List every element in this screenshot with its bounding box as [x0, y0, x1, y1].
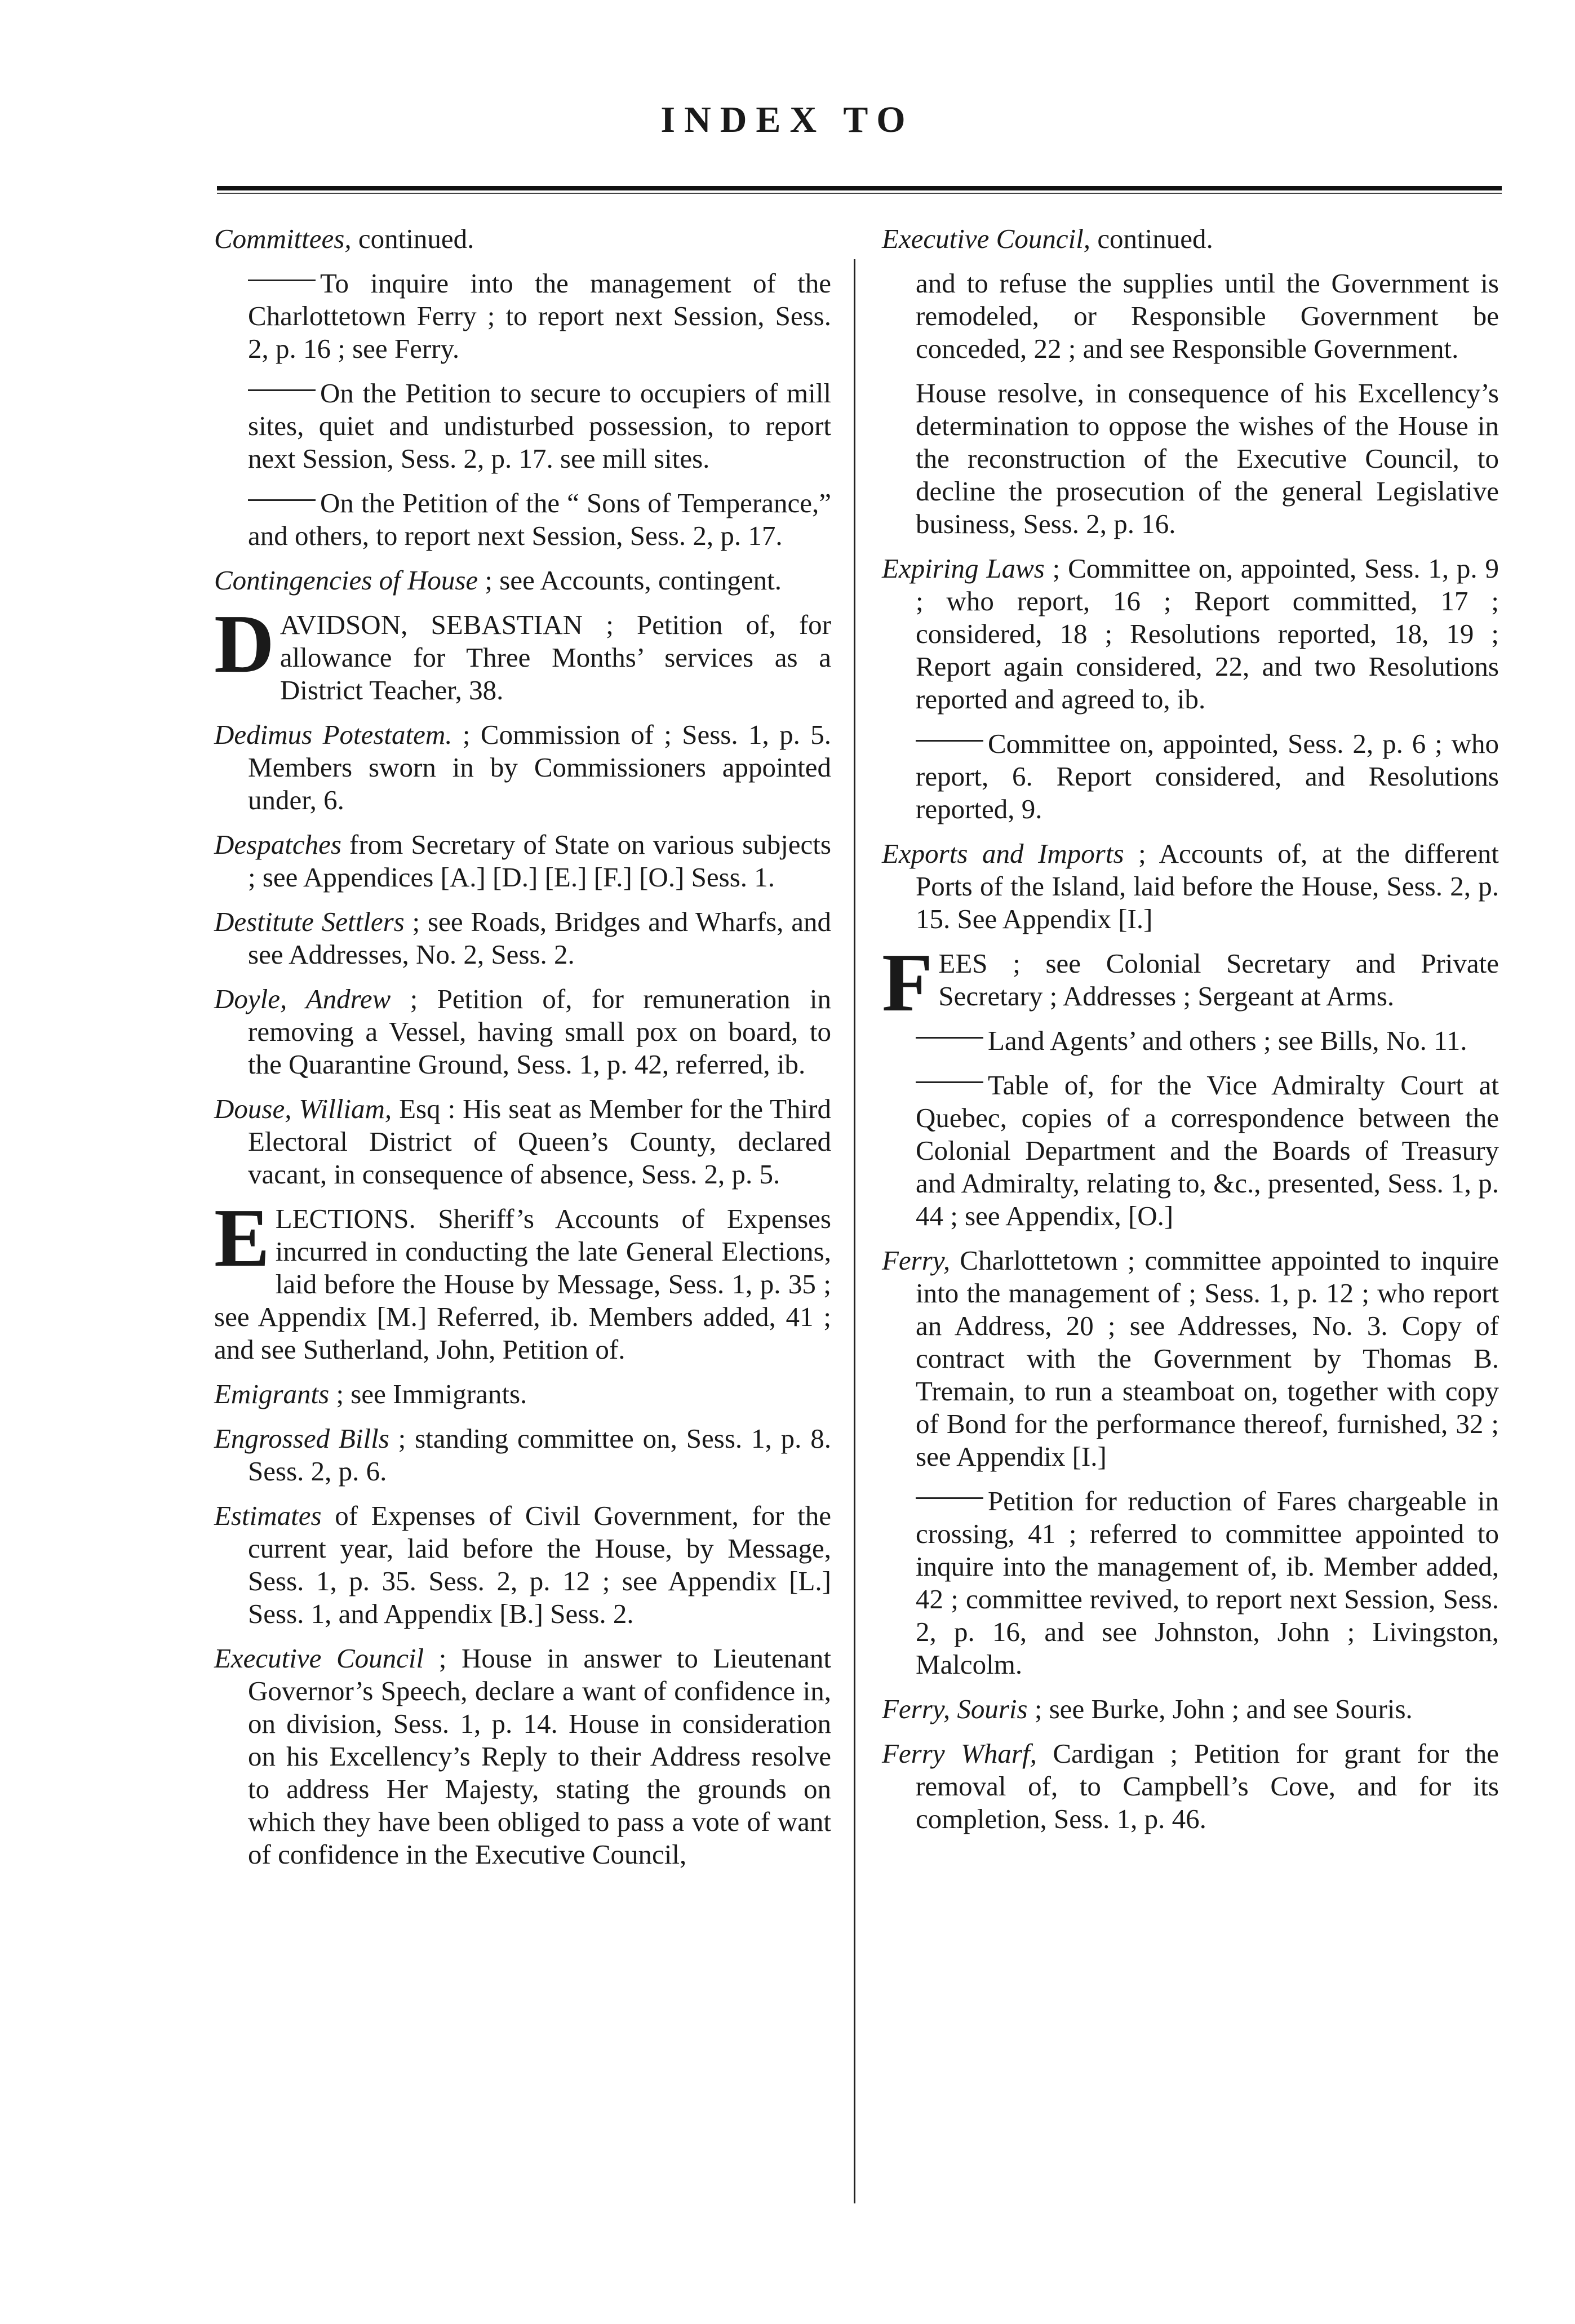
entry-text: ; see Burke, John ; and see Souris. — [1027, 1693, 1413, 1724]
entry-text: Esq : His seat as Member for the Third Electoral District of Queen’s County, declared vacant, in consequence of absence, Sess. 2, p. 5. — [248, 1093, 831, 1190]
entry-text: ; Committee on, appointed, Sess. 1, p. 9 ; who report, 16 ; Report committed, 17 ; considered, 18 ; Resolutions reported, 18, 19 ; Report again considered, 22, and two Resolutions reported and agreed to, ib. — [916, 553, 1499, 715]
entry-term: Executive Council, — [882, 223, 1091, 254]
header-rule-thin — [217, 193, 1502, 194]
drop-cap-letter: E — [214, 1192, 270, 1284]
entry-term: Ferry, Souris — [882, 1693, 1028, 1724]
entry-term: Despatches — [214, 829, 341, 860]
left-column — [214, 223, 831, 1883]
index-entry — [214, 828, 831, 894]
entry-term: AVIDSON, SEBASTIAN — [279, 609, 583, 640]
dash-rule — [248, 280, 316, 281]
entry-text: Petition for reduction of Fares chargeable in crossing, 41 ; referred to committee appointed to inquire into the management of, ib. Member added, 42 ; committee revived, to report next Session, Sess. 2, p. 16, and see Johnston, John ; Livingston, Malcolm. — [916, 1485, 1499, 1680]
index-entry — [882, 1693, 1499, 1726]
index-entry — [214, 1500, 831, 1630]
entry-text: continued. — [351, 223, 474, 254]
index-entry — [214, 906, 831, 971]
entry-text: Cardigan ; Petition for grant for the removal of, to Campbell’s Cove, and for its completion, Sess. 1, p. 46. — [916, 1738, 1499, 1834]
column-divider — [854, 259, 855, 2203]
continuation-text — [882, 377, 1499, 540]
dash-rule — [916, 1037, 983, 1039]
continuation-text — [882, 267, 1499, 365]
entry-text: To inquire into the management of the Charlottetown Ferry ; to report next Session, Sess. 2, p. 16 ; see Ferry. — [248, 268, 831, 364]
index-entry — [882, 837, 1499, 935]
sub-entry — [882, 1485, 1499, 1681]
entry-term: Expiring Laws — [882, 553, 1045, 584]
entry-term: Exports and Imports — [882, 838, 1124, 869]
sub-entry — [214, 377, 831, 475]
entry-term: Contingencies of House — [214, 565, 478, 596]
dash-rule — [248, 499, 316, 501]
entry-text: of Expenses of Civil Government, for the current year, laid before the House, by Message, Sess. 1, p. 35. Sess. 2, p. 12 ; see Appendix [L.] Sess. 1, and Appendix [B.] Sess. 2. — [248, 1500, 831, 1629]
entry-text: On the Petition of the “ Sons of Temperance,” and others, to report next Session, Sess. 2, p. 17. — [248, 487, 831, 551]
entry-term: Doyle, Andrew — [214, 983, 391, 1014]
entry-text: and to refuse the supplies until the Government is remodeled, or Responsible Government be conceded, 22 ; and see Responsible Government. — [916, 268, 1499, 364]
index-entry — [214, 983, 831, 1081]
sub-entry — [882, 1069, 1499, 1232]
entry-term: Emigrants — [214, 1378, 330, 1409]
drop-cap-letter: D — [214, 598, 274, 690]
entry-term: Engrossed Bills — [214, 1423, 389, 1454]
dash-rule — [916, 1497, 983, 1499]
entry-text: Committee on, appointed, Sess. 2, p. 6 ; who report, 6. Report considered, and Resolutions reported, 9. — [916, 728, 1499, 824]
entry-term: Ferry Wharf, — [882, 1738, 1037, 1769]
entry-term: Committees, — [214, 223, 352, 254]
page-header: INDEX TO — [660, 99, 915, 140]
entry-text: ; see Colonial Secretary and Private Secretary ; Addresses ; Sergeant at Arms. — [938, 948, 1499, 1012]
entry-text: Table of, for the Vice Admiralty Court at Quebec, copies of a correspondence between the Colonial Department and the Boards of Treasury and Admiralty, relating to, &c., presented, Sess. 1, p. 44 ; see Appendix, [O.] — [916, 1070, 1499, 1231]
entry-term: Destitute Settlers — [214, 906, 405, 937]
index-entry — [882, 1244, 1499, 1473]
letter-section-entry — [214, 1192, 831, 1366]
continued-heading — [214, 223, 831, 255]
letter-section-entry — [214, 598, 831, 707]
entry-text: ; Accounts of, at the different Ports of the Island, laid before the House, Sess. 2, p. 15. See Appendix [I.] — [916, 838, 1499, 934]
sub-entry — [214, 267, 831, 365]
entry-text: Charlottetown ; committee appointed to inquire into the management of ; Sess. 1, p. 12 ; who report an Address, 20 ; see Addresses, No. 3. Copy of contract with the Government by Thomas B. Tremain, to run a steamboat on, together with copy of Bond for the performance thereof, furnished, 32 ; see Appendix [I.] — [916, 1245, 1499, 1472]
entry-term: Douse, William, — [214, 1093, 392, 1124]
dash-rule — [248, 389, 316, 391]
entry-term: EES — [938, 948, 988, 979]
entry-term: Estimates — [214, 1500, 322, 1531]
header-rule — [217, 186, 1502, 190]
index-entry — [214, 1642, 831, 1871]
entry-text: Sheriff’s Accounts of Expenses incurred in conducting the late General Elections, laid before the House by Message, Sess. 1, p. 35 ; see Appendix [M.] Referred, ib. Members added, 41 ; and see Sutherland, John, Petition of. — [214, 1203, 831, 1365]
entry-text: ; Petition of, for allowance for Three Months’ services as a District Teacher, 38. — [279, 609, 831, 706]
right-column — [882, 223, 1499, 1847]
entry-text: ; see Roads, Bridges and Wharfs, and see Addresses, No. 2, Sess. 2. — [248, 906, 831, 970]
index-entry — [214, 719, 831, 817]
entry-text: ; House in answer to Lieutenant Governor’s Speech, declare a want of confidence in, on division, Sess. 1, p. 14. House in consideration on his Excellency’s Reply to their Address resolve to address Her Majesty, stating the grounds on which they have been obliged to pass a vote of want of confidence in the Executive Council, — [248, 1643, 831, 1870]
drop-cap-letter: F — [882, 937, 933, 1029]
entry-term: Executive Council — [214, 1643, 424, 1674]
index-entry — [882, 552, 1499, 716]
entry-text: Land Agents’ and others ; see Bills, No. 11. — [988, 1025, 1467, 1056]
entry-text: ; Commission of ; Sess. 1, p. 5. Members sworn in by Commissioners appointed under, 6. — [248, 719, 831, 815]
index-entry — [214, 564, 831, 597]
index-entry — [214, 1378, 831, 1411]
dash-rule — [916, 1081, 983, 1083]
entry-text: ; Petition of, for remuneration in removing a Vessel, having small pox on board, to the Quarantine Ground, Sess. 1, p. 42, referred, ib. — [248, 983, 831, 1080]
entry-text: ; see Accounts, contingent. — [478, 565, 782, 596]
entry-text: continued. — [1090, 223, 1213, 254]
index-entry — [214, 1422, 831, 1488]
entry-text: ; standing committee on, Sess. 1, p. 8. Sess. 2, p. 6. — [248, 1423, 831, 1487]
index-entry — [214, 1093, 831, 1191]
entry-term: Dedimus Potestatem. — [214, 719, 452, 750]
index-entry — [882, 1737, 1499, 1835]
sub-entry — [882, 1024, 1499, 1057]
entry-text: from Secretary of State on various subjects ; see Appendices [A.] [D.] [E.] [F.] [O.] Sess. 1. — [248, 829, 831, 893]
entry-text: On the Petition to secure to occupiers of mill sites, quiet and undisturbed possession, to report next Session, Sess. 2, p. 17. see mill sites. — [248, 378, 831, 474]
entry-text: ; see Immigrants. — [329, 1378, 527, 1409]
sub-entry — [214, 487, 831, 552]
continued-heading — [882, 223, 1499, 255]
entry-term: LECTIONS. — [275, 1203, 416, 1234]
entry-term: Ferry, — [882, 1245, 951, 1276]
letter-section-entry — [882, 937, 1499, 1029]
dash-rule — [916, 740, 983, 742]
entry-text: House resolve, in consequence of his Excellency’s determination to oppose the wishes of the House in the reconstruction of the Executive Council, to decline the prosecution of the general Legislative business, Sess. 2, p. 16. — [916, 378, 1499, 539]
sub-entry — [882, 728, 1499, 826]
